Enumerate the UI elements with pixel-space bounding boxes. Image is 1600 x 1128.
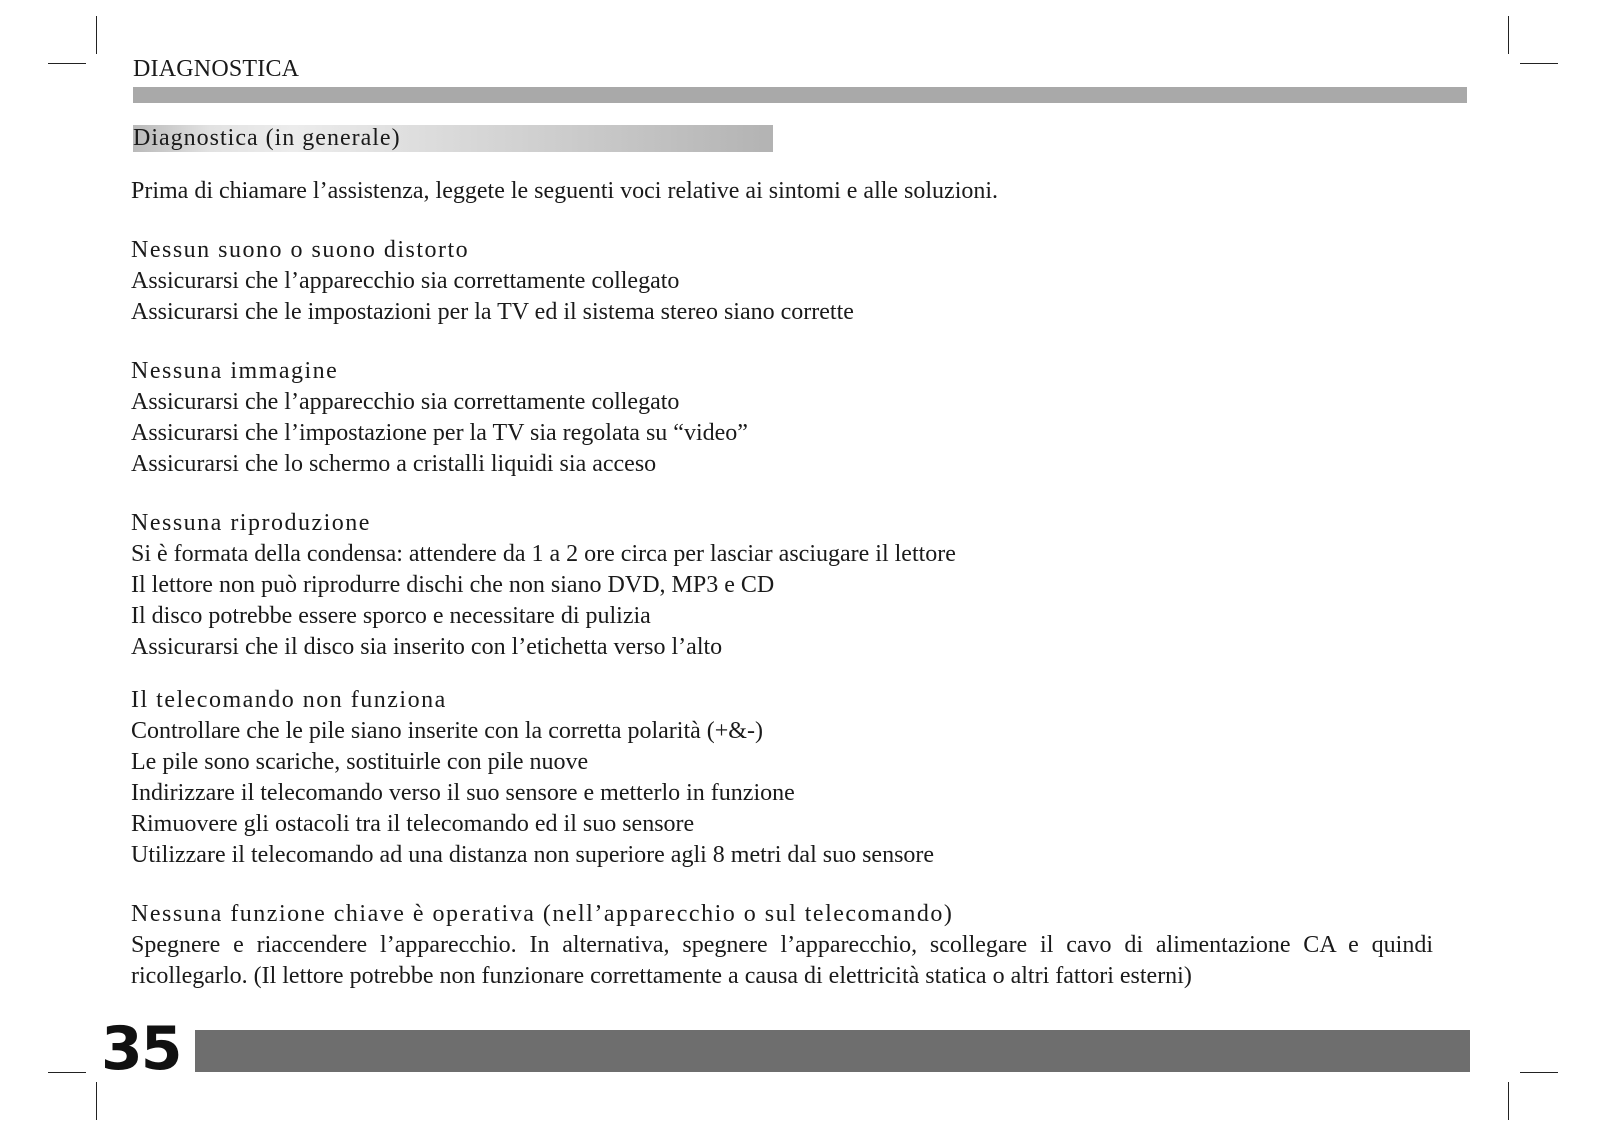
header-divider-bar	[133, 87, 1467, 103]
crop-mark-top-left-horizontal	[48, 63, 86, 64]
intro-text: Prima di chiamare l’assistenza, leggete le seguenti voci relative ai sintomi e alle soluzioni.	[131, 178, 999, 204]
solution-line: Rimuovere gli ostacoli tra il telecomando ed il suo sensore	[131, 811, 695, 837]
solution-line: Assicurarsi che l’apparecchio sia correttamente collegato	[131, 389, 680, 415]
problem-heading: Nessun suono o suono distorto	[131, 237, 470, 263]
crop-mark-bottom-right-horizontal	[1520, 1072, 1558, 1073]
solution-line: Assicurarsi che le impostazioni per la TV ed il sistema stereo siano corrette	[131, 299, 854, 325]
crop-mark-top-left-vertical	[96, 16, 97, 54]
solution-line: Controllare che le pile siano inserite con la corretta polarità (+&-)	[131, 718, 763, 744]
crop-mark-bottom-left-horizontal	[48, 1072, 86, 1073]
solution-line: Assicurarsi che l’apparecchio sia correttamente collegato	[131, 268, 680, 294]
problem-block-remote	[131, 685, 1433, 871]
crop-mark-bottom-right-vertical	[1508, 1082, 1509, 1120]
crop-mark-bottom-left-vertical	[96, 1082, 97, 1120]
solution-line: Il lettore non può riprodurre dischi che non siano DVD, MP3 e CD	[131, 572, 775, 598]
solution-line: Si è formata della condensa: attendere da 1 a 2 ore circa per lasciar asciugare il lettore	[131, 541, 956, 567]
page-content	[131, 176, 1433, 1020]
problem-block-no-sound	[131, 235, 1433, 328]
problem-block-no-picture	[131, 356, 1433, 480]
section-title: Diagnostica (in generale)	[133, 125, 401, 151]
problem-heading: Il telecomando non funziona	[131, 687, 447, 713]
section-title-band	[133, 125, 773, 152]
page-header-title: DIAGNOSTICA	[133, 56, 300, 82]
solution-line: Assicurarsi che il disco sia inserito con l’etichetta verso l’alto	[131, 634, 723, 660]
problem-heading: Nessuna funzione chiave è operativa (nell’apparecchio o sul telecomando)	[131, 901, 954, 927]
solution-line: Assicurarsi che lo schermo a cristalli liquidi sia acceso	[131, 451, 657, 477]
solution-line: Utilizzare il telecomando ad una distanza non superiore agli 8 metri dal suo sensore	[131, 842, 935, 868]
solution-line: Assicurarsi che l’impostazione per la TV sia regolata su “video”	[131, 420, 748, 446]
solution-line: Indirizzare il telecomando verso il suo sensore e metterlo in funzione	[131, 780, 795, 806]
problem-heading: Nessuna riproduzione	[131, 510, 371, 536]
footer-bar	[195, 1030, 1470, 1072]
crop-mark-top-right-vertical	[1508, 16, 1509, 54]
problem-block-no-key-function	[131, 899, 1433, 992]
problem-block-no-playback	[131, 508, 1433, 663]
solution-line: Il disco potrebbe essere sporco e necessitare di pulizia	[131, 603, 651, 629]
page-number: 35	[101, 1014, 181, 1084]
solution-line: Le pile sono scariche, sostituirle con pile nuove	[131, 749, 589, 775]
solution-paragraph: Spegnere e riaccendere l’apparecchio. In alternativa, spegnere l’apparecchio, scollegare il cavo di alimentazione CA e quindi ricollegarlo. (Il lettore potrebbe non funzionare correttamente a causa di elettricità statica o altri fattori esterni)	[131, 932, 1433, 989]
problem-heading: Nessuna immagine	[131, 358, 339, 384]
crop-mark-top-right-horizontal	[1520, 63, 1558, 64]
